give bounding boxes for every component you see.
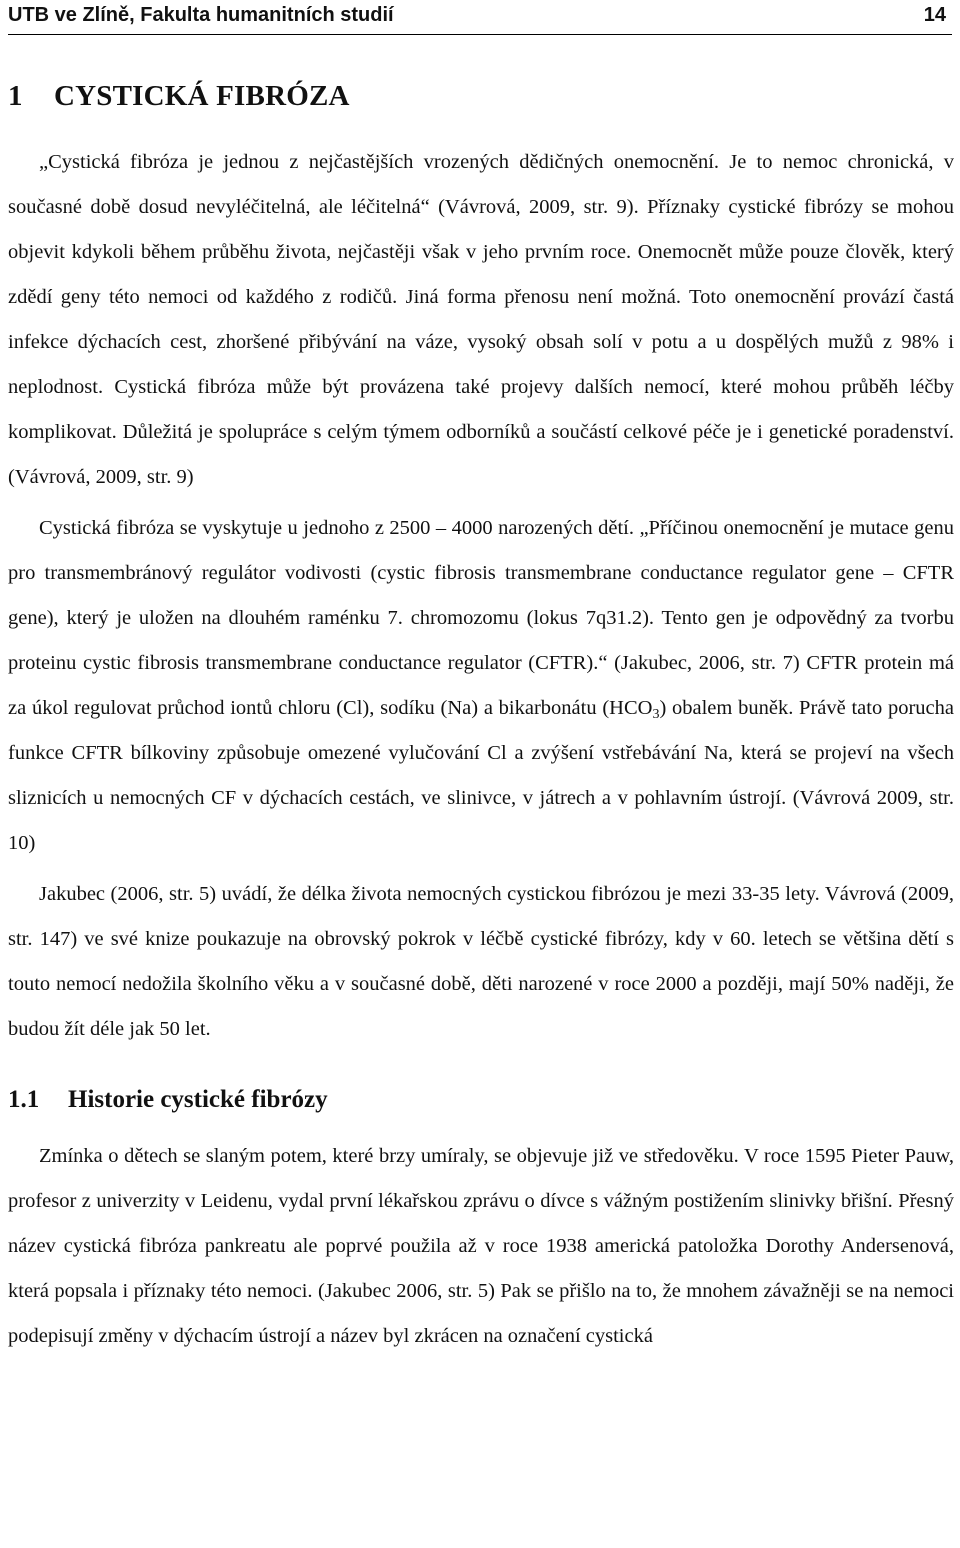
section-heading — [8, 1080, 954, 1120]
body-text — [8, 140, 954, 1359]
paragraph-history: Zmínka o dětech se slaným potem, které brzy umíraly, se objevuje již ve středověku. V roce 1595 Pieter Pauw, profesor z univerzity v Leidenu, vydal první lékařskou zprávu o dívce s vážným postižením slinivky břišní. Přesný název cystická fibróza pankreatu ale poprvé použila až v roce 1938 americká patoložka Dorothy Andersenová, která popsala i příznaky této nemoci. (Jakubec 2006, str. 5) Pak se přišlo na to, že mnohem závažněji se na nemoci podepisují změny v dýchacím ústrojí a název byl zkrácen na označení cystická — [8, 1145, 954, 1347]
running-header — [8, 0, 952, 35]
chapter-number: 1 — [8, 80, 23, 112]
section-title: Historie cystické fibrózy — [68, 1086, 328, 1113]
header-page-number: 14 — [923, 4, 946, 26]
paragraph-intro: „Cystická fibróza je jednou z nejčastějších vrozených dědičných onemocnění. Je to nemoc chronická, v současné době dosud nevyléčitelná, ale léčitelná“ (Vávrová, 2009, str. 9). Příznaky cystické fibrózy se mohou objevit kdykoli během průběhu života, nejčastěji však v jeho prvním roce. Onemocnět může pouze člověk, který zdědí geny této nemoci od každého z rodičů. Jiná forma přenosu není možná. Toto onemocnění provází častá infekce dýchacích cest, zhoršené přibývání na váze, vysoký obsah solí v potu a u dospělých mužů z 98% i neplodnost. Cystická fibróza může být provázena také projevy dalších nemocí, které mohou průběh léčby komplikovat. Důležitá je spolupráce s celým týmem odborníků a součástí celkové péče je i genetické poradenství. (Vávrová, 2009, str. 9) — [8, 151, 954, 488]
paragraph-cause — [8, 506, 954, 866]
paragraph-life-expectancy: Jakubec (2006, str. 5) uvádí, že délka života nemocných cystickou fibrózou je mezi 33-35 lety. Vávrová (2009, str. 147) ve své knize poukazuje na obrovský pokrok v léčbě cystické fibrózy, kdy v 60. letech se většina dětí s touto nemocí nedožila školního věku a v současné době, děti narozené v roce 2000 a později, mají 50% naději, že budou žít déle jak 50 let. — [8, 883, 954, 1040]
paragraph-cause-text-continued: ) obalem buněk. Právě tato porucha funkce CFTR bílkoviny způsobuje omezené vylučování Cl a zvýšení vstřebávání Na, která se projeví na všech sliznicích u nemocných CF v dýchacích cestách, ve slinivce, v játrech a v pohlavním ústrojí. (Vávrová 2009, str. 10) — [8, 697, 954, 854]
section-number: 1.1 — [8, 1086, 40, 1113]
chapter-title: CYSTICKÁ FIBRÓZA — [54, 80, 350, 112]
header-institution: UTB ve Zlíně, Fakulta humanitních studií — [8, 4, 394, 26]
paragraph-cause-text: Cystická fibróza se vyskytuje u jednoho z 2500 – 4000 narozených dětí. „Příčinou onemocnění je mutace genu pro transmembránový regulátor vodivosti (cystic fibrosis transmembrane conductance regulator gene – CFTR gene), který je uložen na dlouhém raménku 7. chromozomu (lokus 7q31.2). Tento gen je odpovědný za tvorbu proteinu cystic fibrosis transmembrane conductance regulator (CFTR).“ (Jakubec, 2006, str. 7) CFTR protein má za úkol regulovat průchod iontů chloru (Cl), sodíku (Na) a bikarbonátu (HCO — [8, 517, 954, 719]
chapter-heading — [8, 80, 350, 113]
subscript-three: 3 — [652, 707, 660, 722]
